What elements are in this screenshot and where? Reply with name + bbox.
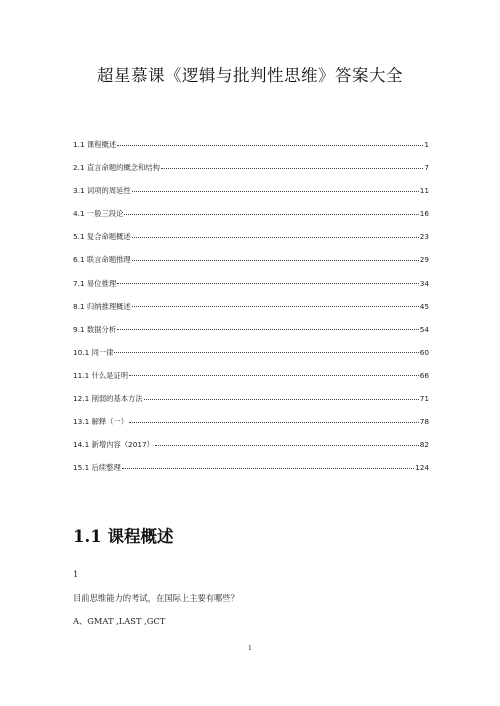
toc-entry-label: 12.1 削弱的基本方法 (73, 394, 143, 404)
toc-entry-label: 15.1 后续整理 (73, 463, 121, 473)
toc-entry-page: 34 (419, 278, 429, 288)
toc-entry-label: 8.1 归纳推理概述 (73, 301, 131, 311)
toc-entry[interactable] (73, 371, 429, 394)
toc-entry-page: 7 (424, 163, 429, 173)
toc-leader-dots (155, 445, 419, 446)
toc-leader-dots (122, 468, 414, 469)
toc-entry-label: 2.1 直言命题的概念和结构 (73, 163, 160, 173)
toc-entry[interactable] (73, 232, 429, 255)
toc-leader-dots (132, 260, 419, 261)
toc-leader-dots (132, 306, 419, 307)
toc-entry[interactable] (73, 417, 429, 440)
toc-entry[interactable] (73, 348, 429, 371)
toc-entry-page: 29 (419, 255, 429, 265)
toc-leader-dots (117, 283, 419, 284)
page-number: 1 (247, 644, 253, 652)
toc-entry-label: 7.1 易位推理 (73, 278, 117, 288)
toc-entry[interactable] (73, 255, 429, 278)
toc-entry[interactable] (73, 279, 429, 302)
question-number: 1 (73, 570, 79, 580)
toc-entry[interactable] (73, 440, 429, 463)
question-text: 目前思维能力的考试，在国际上主要有哪些？ (73, 593, 239, 603)
toc-entry-label: 1.1 课程概述 (73, 140, 117, 149)
toc-leader-dots (129, 375, 419, 376)
toc-leader-dots (114, 352, 418, 353)
toc-entry-label: 14.1 新增内容（2017） (73, 440, 154, 450)
toc-entry-label: 10.1 同一律 (73, 347, 114, 357)
toc-leader-dots (117, 145, 423, 146)
toc-entry-page: 54 (419, 324, 429, 334)
toc-entry[interactable] (73, 209, 429, 232)
answer-option-a: A、GMAT ,LAST ,GCT (73, 616, 166, 626)
toc-entry[interactable] (73, 302, 429, 325)
toc-leader-dots (124, 214, 418, 215)
toc-leader-dots (161, 168, 423, 169)
toc-entry-label: 5.1 复合命题概述 (73, 232, 131, 242)
toc-entry-label: 4.1 一般三段论 (73, 209, 124, 219)
toc-entry-page: 23 (419, 232, 429, 242)
toc-entry-page: 1 (424, 140, 429, 149)
toc-entry-label: 11.1 什么是证明 (73, 370, 129, 380)
toc-entry-page: 82 (419, 440, 429, 450)
toc-leader-dots (144, 399, 419, 400)
toc-entry[interactable] (73, 186, 429, 209)
toc-entry-page: 124 (415, 463, 429, 473)
toc-leader-dots (132, 191, 419, 192)
toc-entry-page: 60 (419, 347, 429, 357)
toc-entry-page: 11 (419, 186, 429, 196)
toc-entry[interactable] (73, 325, 429, 348)
toc-entry[interactable] (73, 140, 429, 163)
toc-entry-page: 71 (419, 394, 429, 404)
document-title: 超星慕课《逻辑与批判性思维》答案大全 (97, 66, 403, 85)
toc-entry[interactable] (73, 463, 429, 486)
toc-entry-page: 16 (419, 209, 429, 219)
toc-leader-dots (129, 422, 419, 423)
table-of-contents (73, 140, 429, 486)
toc-entry-label: 9.1 数据分析 (73, 324, 117, 334)
toc-entry-page: 78 (419, 417, 429, 427)
toc-entry-label: 13.1 解释（一） (73, 417, 129, 427)
toc-entry-page: 66 (419, 370, 429, 380)
toc-entry-page: 45 (419, 301, 429, 311)
toc-entry-label: 6.1 联言命题推理 (73, 255, 131, 265)
section-heading: 1.1 课程概述 (73, 527, 174, 546)
toc-entry[interactable] (73, 394, 429, 417)
toc-entry-label: 3.1 词项的周延性 (73, 186, 131, 196)
toc-leader-dots (132, 237, 419, 238)
toc-entry[interactable] (73, 163, 429, 186)
toc-leader-dots (117, 329, 419, 330)
